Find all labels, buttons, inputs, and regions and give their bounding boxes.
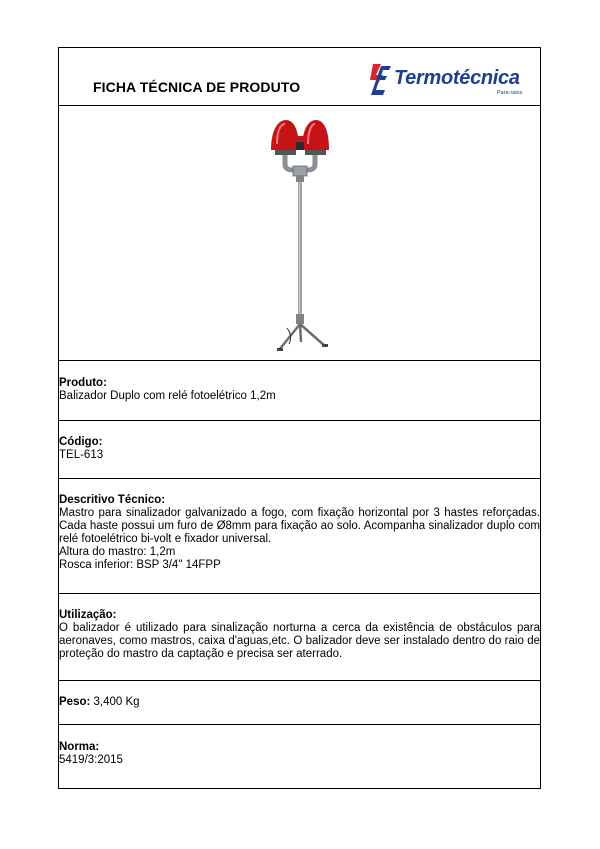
codigo-label: Código: [59, 436, 103, 448]
divider [59, 360, 540, 361]
utilizacao-paragraph: O balizador é utilizado para sinalização norturna a cerca da existência de obstáculos para aeronaves, como mastros, caixa d'aguas,etc. O balizador deve ser instalado dentro do raio de proteção do mastro da captação e precisa ser aterrado. [59, 622, 540, 660]
section-descritivo [59, 494, 540, 572]
section-utilizacao [59, 609, 540, 661]
divider [59, 724, 540, 725]
peso-label: Peso: [59, 696, 91, 708]
page-title: FICHA TÉCNICA DE PRODUTO [93, 79, 301, 95]
norma-label: Norma: [59, 741, 100, 753]
lightning-logo-icon [367, 62, 397, 102]
section-peso [59, 696, 540, 709]
product-image [249, 114, 349, 354]
norma-value: 5419/3:2015 [59, 754, 123, 766]
descritivo-paragraph: Mastro para sinalizador galvanizado a fogo, com fixação horizontal por 3 hastes reforçadas. Cada haste possui um furo de Ø8mm para fixação ao solo. Acompanha sinalizador duplo com relé fotoelétrico bi-volt e fixador universal. [59, 507, 540, 545]
section-produto [59, 377, 540, 403]
divider [59, 420, 540, 421]
product-sheet [58, 47, 541, 789]
brand-name: Termotécnica [394, 67, 520, 89]
brand-logo [367, 62, 539, 102]
divider [59, 680, 540, 681]
peso-value: 3,400 Kg [93, 696, 140, 708]
divider [59, 478, 540, 479]
section-codigo [59, 436, 540, 462]
codigo-value: TEL-613 [59, 449, 104, 461]
descritivo-label: Descritivo Técnico: [59, 494, 166, 506]
brand-tagline: Para-raios [497, 90, 523, 96]
produto-label: Produto: [59, 377, 107, 389]
twin-beacon-mast-icon [249, 114, 349, 354]
produto-value: Balizador Duplo com relé fotoelétrico 1,2m [59, 390, 276, 402]
descritivo-rosca: Rosca inferior: BSP 3/4" 14FPP [59, 559, 221, 571]
section-norma [59, 741, 540, 767]
utilizacao-label: Utilização: [59, 609, 117, 621]
sheet-header [59, 48, 540, 106]
descritivo-altura: Altura do mastro: 1,2m [59, 546, 176, 558]
divider [59, 593, 540, 594]
